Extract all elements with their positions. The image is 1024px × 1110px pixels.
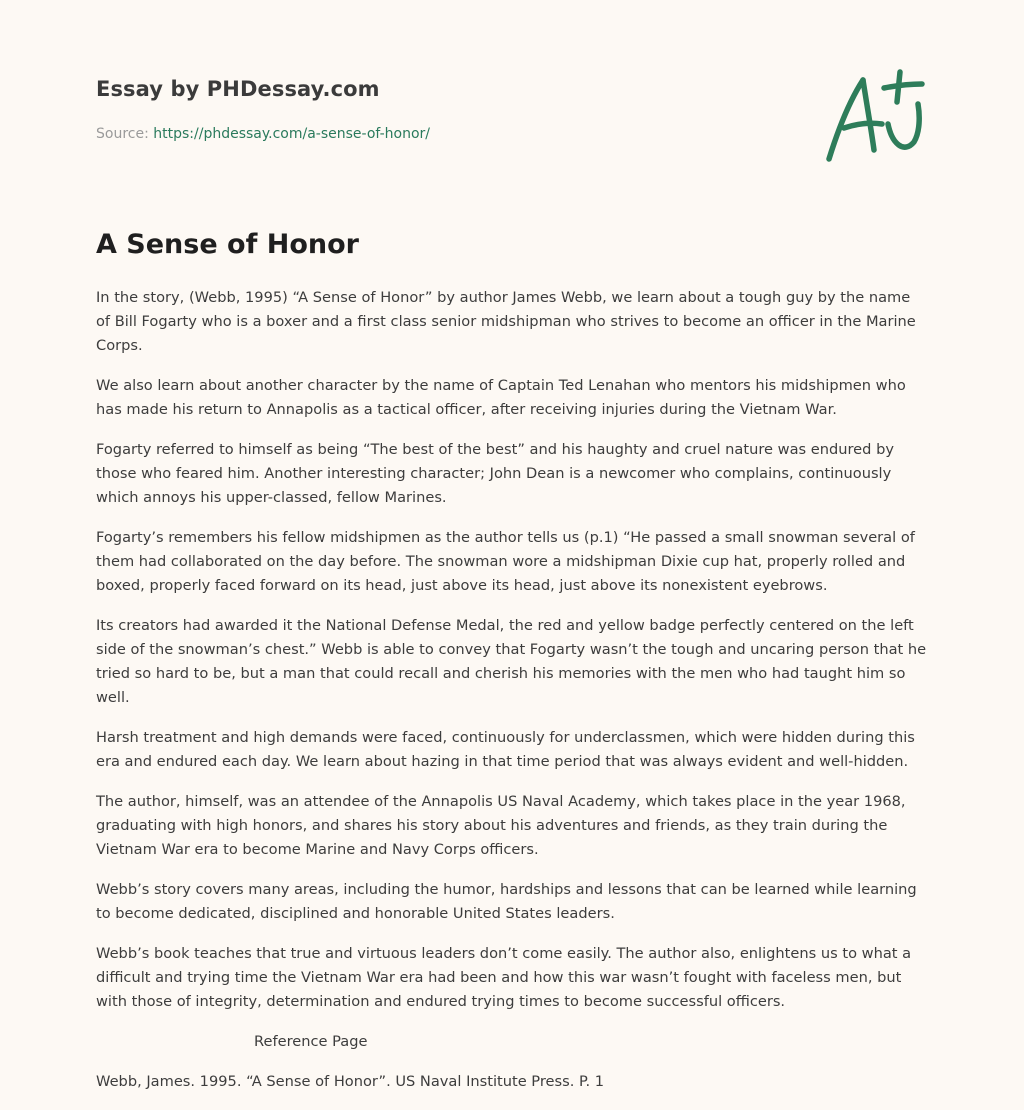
- paragraph: Its creators had awarded it the National Defense Medal, the red and yellow badge perfectly centered on the left side of the snowman’s chest.” Webb is able to convey that Fogarty wasn’t the tough and uncaring person that he tried so hard to be, but a man that could recall and cherish his memories with the men who had taught him so well.: [96, 617, 927, 706]
- paragraph: Fogarty referred to himself as being “The best of the best” and his haughty and cruel nature was endured by those who feared him. Another interesting character; John Dean is a newcomer who complains, continuously which annoys his upper-classed, fellow Marines.: [96, 441, 894, 506]
- page-header: [96, 74, 796, 144]
- reference-entry: Webb, James. 1995. “A Sense of Honor”. US Naval Institute Press. P. 1: [96, 1073, 605, 1090]
- reference-page-heading: Reference Page: [254, 1033, 368, 1050]
- source-line: [96, 124, 796, 144]
- source-link[interactable]: https://phdessay.com/a-sense-of-honor/: [153, 126, 430, 142]
- paragraph: Harsh treatment and high demands were faced, continuously for underclassmen, which were hidden during this era and endured each day. We learn about hazing in that time period that was always evident and well-hidden.: [96, 729, 915, 770]
- paragraph: In the story, (Webb, 1995) “A Sense of Honor” by author James Webb, we learn about a tough guy by the name of Bill Fogarty who is a boxer and a first class senior midshipman who strives to become an officer in the Marine Corps.: [96, 289, 916, 354]
- paragraph: Fogarty’s remembers his fellow midshipmen as the author tells us (p.1) “He passed a small snowman several of them had collaborated on the day before. The snowman wore a midshipman Dixie cup hat, properly rolled and boxed, properly faced forward on its head, just above its head, just above its nonexistent eyebrows.: [96, 529, 915, 594]
- a-plus-logo-icon: [822, 68, 930, 164]
- brand-title: Essay by PHDessay.com: [96, 77, 380, 101]
- paragraph: Webb’s book teaches that true and virtuous leaders don’t come easily. The author also, enlightens us to what a difficult and trying time the Vietnam War era had been and how this war wasn’t fought with faceless men, but with those of integrity, determination and endured trying times to become successful officers.: [96, 945, 912, 1010]
- article-body: [96, 286, 928, 1110]
- source-label: Source:: [96, 126, 154, 142]
- paragraph: We also learn about another character by the name of Captain Ted Lenahan who mentors his midshipmen who has made his return to Annapolis as a tactical officer, after receiving injuries during the Vietnam War.: [96, 377, 906, 418]
- article-title: A Sense of Honor: [96, 229, 359, 260]
- paragraph: The author, himself, was an attendee of the Annapolis US Naval Academy, which takes place in the year 1968, graduating with high honors, and shares his story about his adventures and friends, as they train during the Vietnam War era to become Marine and Navy Corps officers.: [96, 793, 906, 858]
- paragraph: Webb’s story covers many areas, including the humor, hardships and lessons that can be learned while learning to become dedicated, disciplined and honorable United States leaders.: [96, 881, 917, 922]
